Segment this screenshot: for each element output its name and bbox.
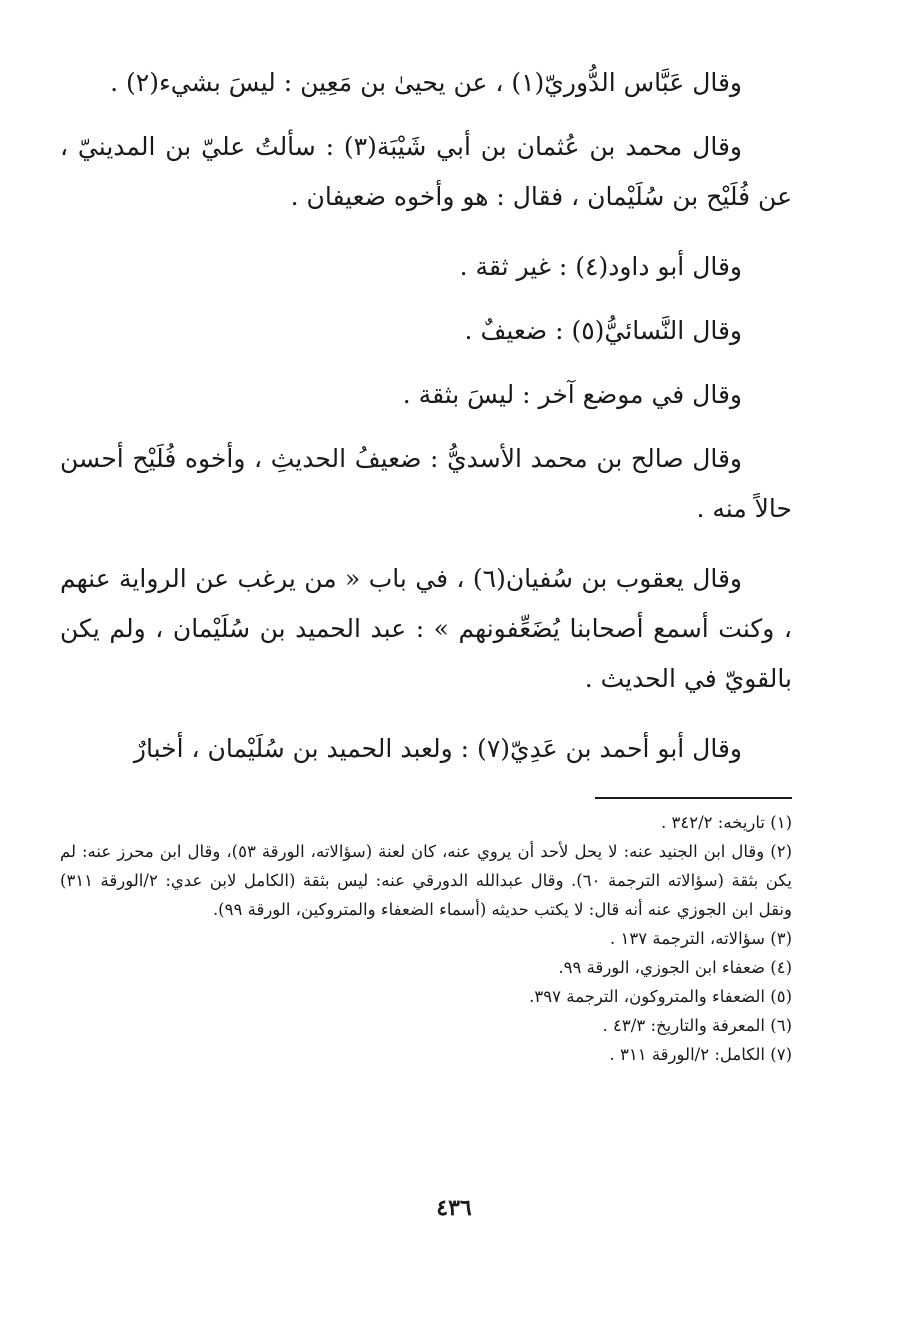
footnote-1: (١) تاريخه: ٣٤٢/٢ . [661, 813, 792, 832]
paragraph-7: وقال يعقوب بن سُفيان(٦) ، في باب « من يرغب عن الرواية عنهم ، وكنت أسمع أصحابنا يُضَعِّفونهم » : عبد الحميد بن سُلَيْمان ، ولم يكن بالقويّ في الحديث . [60, 564, 792, 693]
footnote-3: (٣) سؤالاته، الترجمة ١٣٧ . [610, 929, 792, 948]
paragraph-6: وقال صالح بن محمد الأسديُّ : ضعيفُ الحديثِ ، وأخوه فُلَيْح أحسن حالاً منه . [60, 444, 792, 523]
footnote-4: (٤) ضعفاء ابن الجوزي، الورقة ٩٩. [558, 958, 792, 977]
footnote-separator [595, 797, 792, 799]
paragraph-4: وقال النَّسائيُّ(٥) : ضعيفٌ . [464, 316, 742, 345]
main-text [60, 58, 792, 794]
paragraph-2: وقال محمد بن عُثمان بن أبي شَيْبَة(٣) : سألتُ عليّ بن المدينيّ ، عن فُلَيْح بن سُلَيْمان ، فقال : هو وأخوه ضعيفان . [60, 132, 792, 211]
footnote-5: (٥) الضعفاء والمتروكون، الترجمة ٣٩٧. [529, 987, 792, 1006]
paragraph-5: وقال في موضع آخر : ليسَ بثقة . [402, 380, 742, 409]
footnote-6: (٦) المعرفة والتاريخ: ٤٣/٣ . [602, 1016, 792, 1035]
paragraph-8: وقال أبو أحمد بن عَدِيّ(٧) : ولعبد الحميد بن سُلَيْمان ، أخبارٌ [133, 734, 742, 763]
footnote-7: (٧) الكامل: ٢/الورقة ٣١١ . [609, 1045, 792, 1064]
footnotes [60, 808, 792, 1069]
page-number: ٤٣٦ [436, 1195, 472, 1221]
paragraph-3: وقال أبو داود(٤) : غير ثقة . [459, 252, 742, 281]
paragraph-1: وقال عَبَّاس الدُّوريّ(١) ، عن يحيىٰ بن مَعِين : ليسَ بشيء(٢) . [110, 68, 742, 97]
footnote-2: (٢) وقال ابن الجنيد عنه: لا يحل لأحد أن يروي عنه، كان لعنة (سؤالاته، الورقة ٥٣)، وقال ابن محرز عنه: لم يكن بثقة (سؤالاته الترجمة ٦٠). وقال عبدالله الدورقي عنه: ليس بثقة (الكامل لابن عدي: ٢/الورقة ٣١١) ونقل ابن الجوزي عنه أنه قال: لا يكتب حديثه (أسماء الضعفاء والمتروكين، الورقة ٩٩). [60, 842, 792, 919]
